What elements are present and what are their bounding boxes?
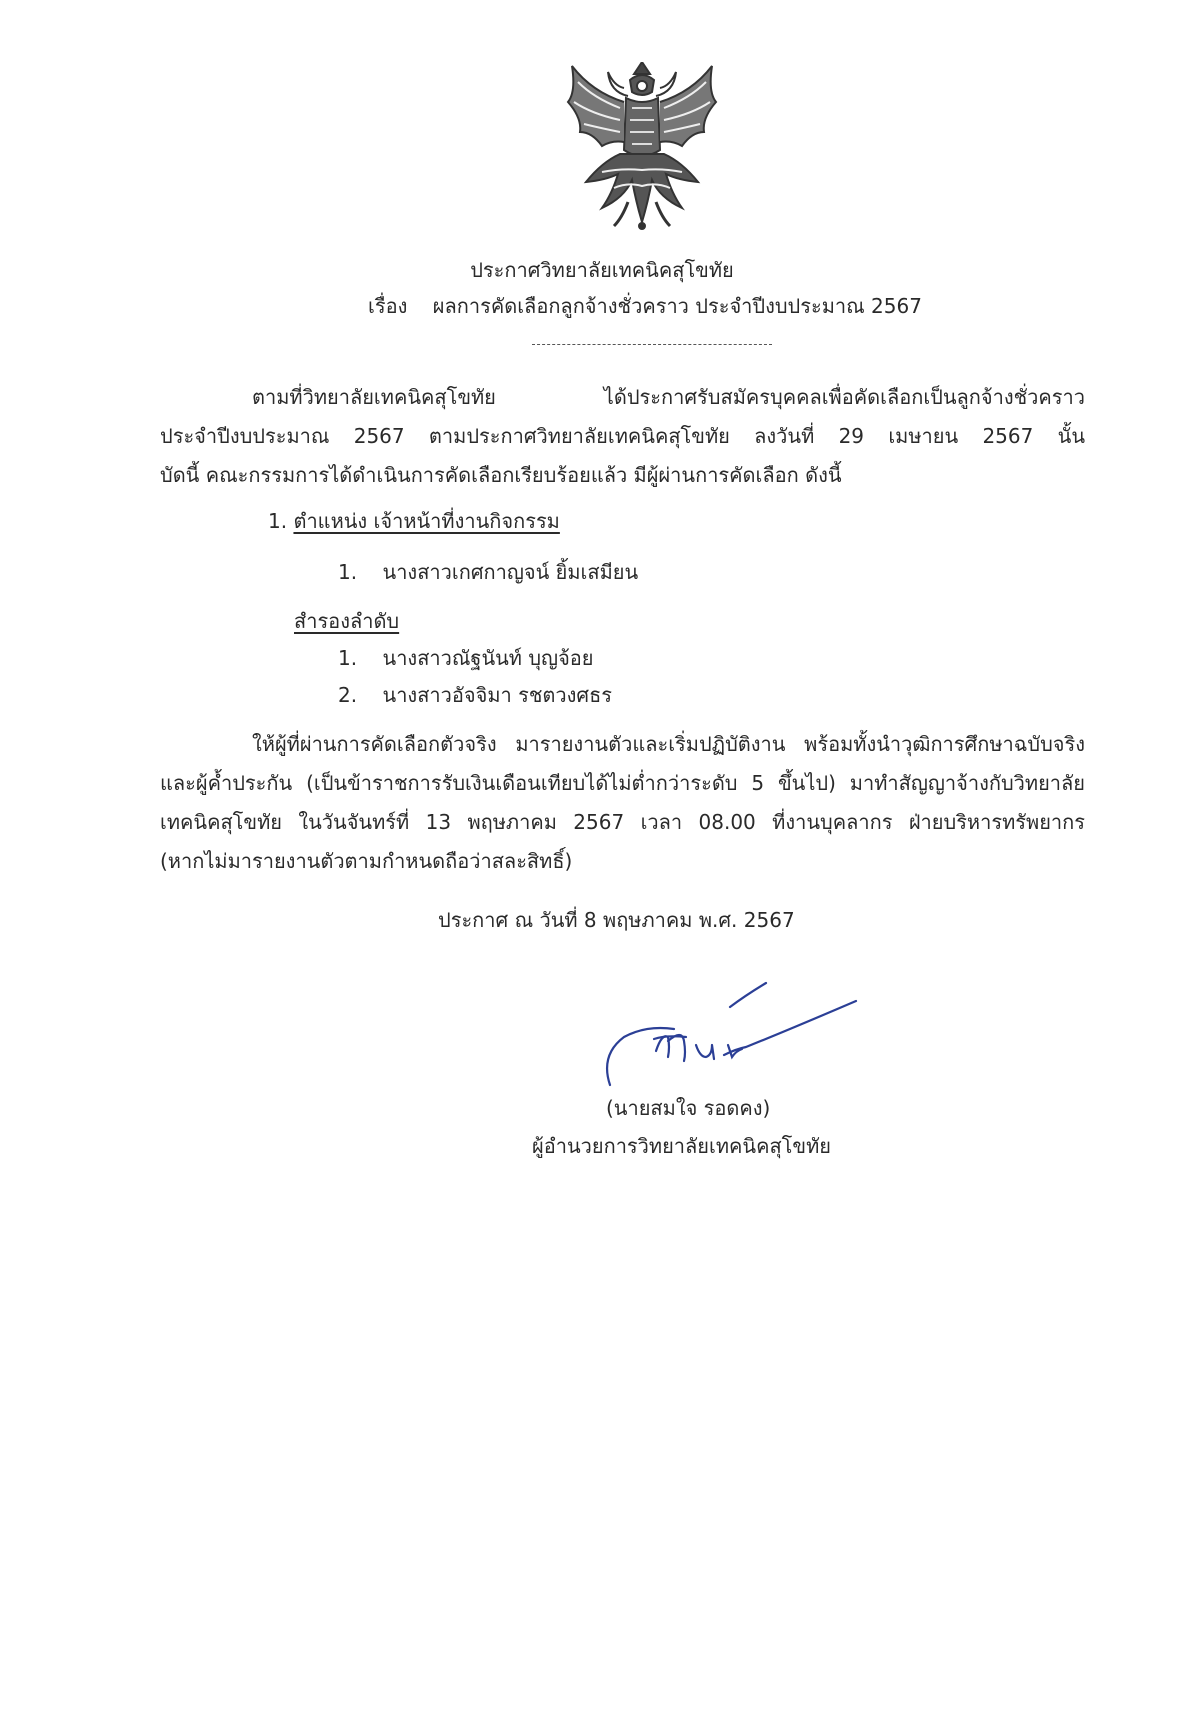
candidate-name: นางสาวเกศกาญจน์ ยิ้มเสมียน <box>382 560 639 584</box>
candidate-name: นางสาวณัฐนันท์ บุญจ้อย <box>382 646 594 670</box>
announcement-date: ประกาศ ณ วันที่ 8 พฤษภาคม พ.ศ. 2567 <box>438 908 795 932</box>
selected-list-item <box>338 558 638 586</box>
list-number: 2. <box>338 683 358 707</box>
signature-image <box>596 975 866 1095</box>
list-number: 1. <box>338 646 358 670</box>
intro-line-3: บัดนี้ คณะกรรมการได้ดำเนินการคัดเลือกเรียบร้อยแล้ว มีผู้ผ่านการคัดเลือก ดังนี้ <box>160 463 842 487</box>
reserve-list-item <box>338 681 612 709</box>
signatory-name: (นายสมใจ รอดคง) <box>606 1096 771 1120</box>
subject-line <box>368 292 922 320</box>
garuda-emblem-icon <box>562 62 722 230</box>
instructions-paragraph <box>160 725 1085 881</box>
instructions-line-4: (หากไม่มารายงานตัวตามกำหนดถือว่าสละสิทธิ์) <box>160 849 573 873</box>
intro-paragraph <box>160 378 1085 495</box>
instructions-line-2: และผู้ค้ำประกัน (เป็นข้าราชการรับเงินเดือนเทียบได้ไม่ต่ำกว่าระดับ 5 ขึ้นไป) มาทำสัญญาจ้างกับวิทยาลัย <box>160 771 1085 795</box>
instructions-line-1: ให้ผู้ที่ผ่านการคัดเลือกตัวจริง มารายงานตัวและเริ่มปฏิบัติงาน พร้อมทั้งนำวุฒิการศึกษาฉบับจริง <box>252 732 1085 756</box>
header-divider <box>532 344 772 345</box>
position-number: 1. <box>268 509 288 533</box>
reserve-heading: สำรองลำดับ <box>294 609 400 633</box>
subject-label: เรื่อง <box>368 294 408 318</box>
announcement-title: ประกาศวิทยาลัยเทคนิคสุโขทัย <box>470 258 734 282</box>
list-number: 1. <box>338 560 358 584</box>
intro-line-1: ตามที่วิทยาลัยเทคนิคสุโขทัย ได้ประกาศรับสมัครบุคคลเพื่อคัดเลือกเป็นลูกจ้างชั่วคราว <box>252 385 1085 409</box>
signatory-title: ผู้อำนวยการวิทยาลัยเทคนิคสุโขทัย <box>532 1134 831 1158</box>
intro-line-2: ประจำปีงบประมาณ 2567 ตามประกาศวิทยาลัยเทคนิคสุโขทัย ลงวันที่ 29 เมษายน 2567 นั้น <box>160 424 1085 448</box>
reserve-list-item <box>338 644 594 672</box>
position-heading <box>268 507 560 535</box>
candidate-name: นางสาวอัจจิมา รชตวงศธร <box>382 683 613 707</box>
position-title: ตำแหน่ง เจ้าหน้าที่งานกิจกรรม <box>293 509 560 533</box>
subject-text: ผลการคัดเลือกลูกจ้างชั่วคราว ประจำปีงบประมาณ 2567 <box>432 294 922 318</box>
instructions-line-3: เทคนิคสุโขทัย ในวันจันทร์ที่ 13 พฤษภาคม 2567 เวลา 08.00 ที่งานบุคลากร ฝ่ายบริหารทรัพยากร <box>160 810 1085 834</box>
